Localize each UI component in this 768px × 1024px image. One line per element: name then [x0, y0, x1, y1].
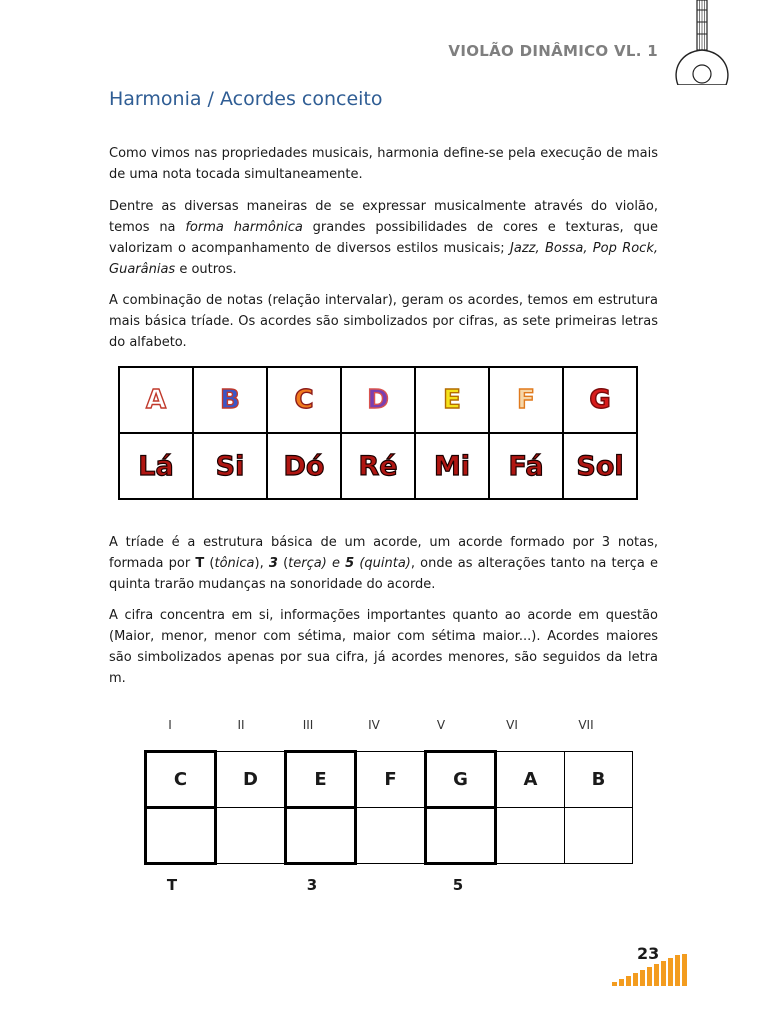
empty-cell	[356, 808, 426, 864]
page-number: 23	[637, 944, 660, 963]
note-name: Ré	[341, 433, 415, 499]
scale-note: B	[565, 752, 633, 808]
cifra-letter-cell	[193, 367, 267, 433]
paragraph-harmonia: Como vimos nas propriedades musicais, harmonia define-se pela execução de mais de uma nota tocada simultaneamente.	[109, 146, 658, 182]
cifra-letter: F	[517, 385, 535, 415]
tonic-label: T	[166, 876, 178, 894]
degrees-table	[144, 750, 633, 865]
paragraph-combinacao: A combinação de notas (relação intervalar), geram os acordes, temos em estrutura mais básica tríade. Os acordes são simbolizados por cifras, as sete primeiras letras do alfabeto.	[109, 293, 658, 350]
empty-cell	[565, 808, 633, 864]
cifra-letter-cell	[119, 367, 193, 433]
empty-cell	[426, 808, 496, 864]
paragraph-cifra: A cifra concentra em si, informações importantes quanto ao acorde em questão (Maior, menor, menor com sétima, maior com sétima maior...). Acordes maiores são simbolizados apenas por sua cifra, já acordes menores, são seguidos da letra m.	[109, 608, 658, 686]
cifra-letter: B	[220, 385, 240, 415]
roman-numeral: III	[302, 718, 314, 732]
third-label: 3	[306, 876, 318, 894]
cifra-letter: G	[589, 385, 611, 415]
cifra-letter: E	[443, 385, 461, 415]
cifra-letter: A	[145, 385, 167, 415]
note-name: Fá	[489, 433, 563, 499]
cifra-letter-cell	[563, 367, 637, 433]
page-bars-icon	[612, 954, 690, 986]
scale-note: G	[426, 752, 496, 808]
note-name: Mi	[415, 433, 489, 499]
roman-numeral: V	[436, 718, 446, 732]
empty-cell	[216, 808, 286, 864]
cifra-letter: C	[294, 385, 314, 415]
scale-note: D	[216, 752, 286, 808]
scale-note: F	[356, 752, 426, 808]
scale-note: C	[146, 752, 216, 808]
fifth-label: 5	[452, 876, 464, 894]
scale-note: E	[286, 752, 356, 808]
note-name: Lá	[119, 433, 193, 499]
cifra-letter-cell	[415, 367, 489, 433]
paragraph-maneiras: Dentre as diversas maneiras de se expressar musicalmente através do violão, temos na forma harmônica grandes possibilidades de cores e texturas, que valorizam o acompanhamento de diversos estilos musicais; Jazz, Bossa, Pop Rock, Guarânias e outros.	[109, 199, 658, 277]
roman-numeral: IV	[368, 718, 380, 732]
header-title: VIOLÃO DINÂMICO VL. 1	[448, 42, 658, 60]
empty-cell	[496, 808, 565, 864]
cifra-letter-cell	[267, 367, 341, 433]
cifra-letter-cell	[489, 367, 563, 433]
paragraph-triade: A tríade é a estrutura básica de um acorde, um acorde formado por 3 notas, formada por T (tônica), 3 (terça) e 5 (quinta), onde as alterações tanto na terça e quinta trarão mudanças na sonoridade do acorde.	[109, 535, 658, 592]
cifra-table	[118, 366, 638, 500]
cifra-letter-cell	[341, 367, 415, 433]
roman-numeral: VI	[506, 718, 518, 732]
roman-numeral: I	[168, 718, 172, 732]
note-name: Sol	[563, 433, 637, 499]
guitar-icon	[668, 0, 738, 85]
empty-cell	[286, 808, 356, 864]
note-name: Dó	[267, 433, 341, 499]
note-name: Si	[193, 433, 267, 499]
scale-note: A	[496, 752, 565, 808]
section-title: Harmonia / Acordes conceito	[109, 88, 383, 110]
cifra-letter: D	[367, 385, 389, 415]
empty-cell	[146, 808, 216, 864]
roman-numeral: II	[237, 718, 245, 732]
roman-numeral: VII	[578, 718, 594, 732]
